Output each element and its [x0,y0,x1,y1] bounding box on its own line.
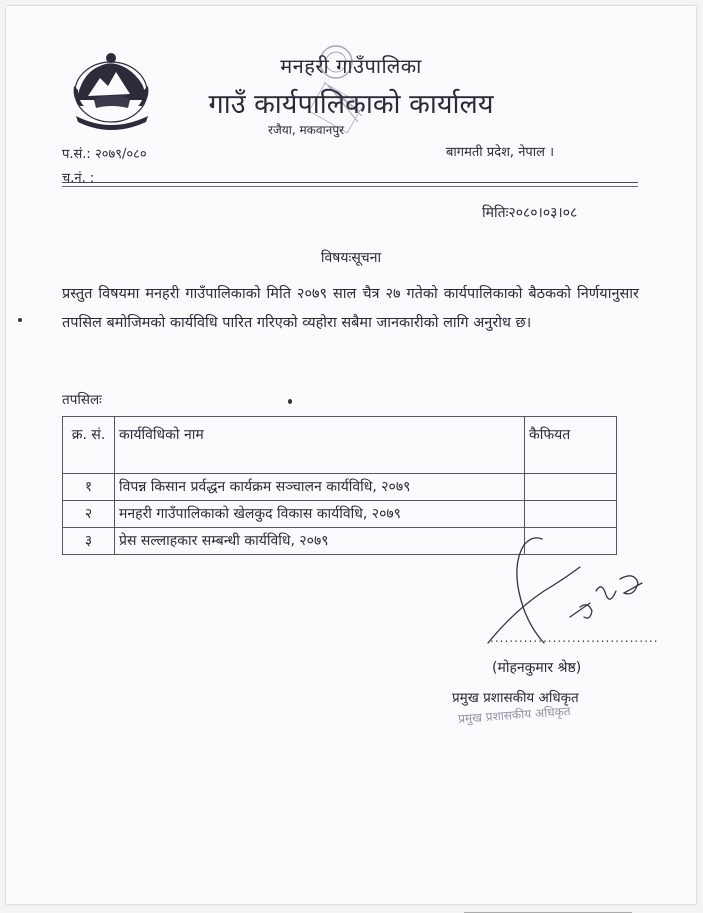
row-remark [525,474,617,501]
header-divider-thin [62,186,638,187]
row-serial: २ [63,501,115,528]
office-name: गाउँ कार्यपालिकाको कार्यालय [208,89,494,120]
row-procedure-name: प्रेस सल्लाहकार सम्बन्धी कार्यविधि, २०७९ [115,528,525,555]
row-serial: १ [63,474,115,501]
header-procedure-name: कार्यविधिको नाम [115,417,525,474]
scan-speck [288,399,292,404]
row-serial: ३ [63,528,115,555]
signature-line: ................................... [490,631,659,645]
header-serial: क्र. सं. [63,417,115,474]
table-row [63,474,617,501]
header-divider [62,182,638,183]
office-address: रजैया, मकवानपुर [268,123,345,137]
row-remark [525,501,617,528]
row-procedure-name: मनहरी गाउँपालिकाको खेलकुद विकास कार्यविधि, २०७९ [115,501,525,528]
dispatch-number: च.नं. : [62,171,95,186]
row-procedure-name: विपन्न किसान प्रर्वद्धन कार्यक्रम सञ्चालन कार्यविधि, २०७९ [115,474,525,501]
table-header-row [63,417,617,474]
table-row [63,501,617,528]
letter-page [6,6,696,904]
reference-number: प.सं.: २०७९/०८० [62,147,147,162]
header-remarks: कैफियत [525,417,617,474]
province-address: बागमती प्रदेश, नेपाल । [446,145,555,160]
title-stamp: प्रमुख प्रशासकीय अधिकृत [457,704,572,726]
letter-date: मितिः२०८०।०३।०८ [482,205,578,221]
letter-body: प्रस्तुत विषयमा मनहरी गाउँपालिकाको मिति २०७९ साल चैत्र २७ गतेको कार्यपालिकाको बैठकको निर्णयानुसार तपसिल बमोजिमको कार्यविधि पारित गरिएको व्यहोरा सबैमा जानकारीको लागि अनुरोध छ। [62,286,639,331]
scan-speck [18,318,22,322]
signer-name: (मोहनकुमार श्रेष्ठ) [492,660,582,676]
tapasil-label: तपसिलः [62,392,102,408]
signer-title: प्रमुख प्रशासकीय अधिकृत [452,690,579,706]
letter-subject: विषयःसूचना [320,250,382,266]
org-name: मनहरी गाउँपालिका [280,54,422,78]
